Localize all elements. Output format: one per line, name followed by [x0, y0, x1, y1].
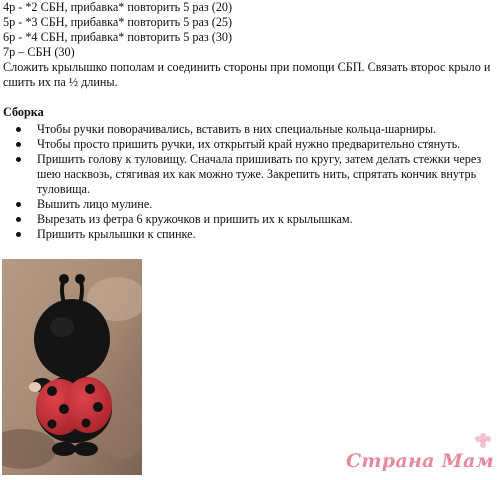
- assembly-list: [3, 122, 495, 242]
- list-item: Пришить крылышки к спинке.: [37, 227, 495, 242]
- pattern-row-7: 7р – СБН (30): [3, 45, 75, 59]
- bullet-icon: [16, 202, 21, 207]
- ladybug-photo: [2, 259, 142, 475]
- list-item: Чтобы ручки поворачивались, вставить в них специальные кольца-шарниры.: [37, 122, 495, 137]
- watermark-logo: Страна Мам: [345, 450, 494, 472]
- bullet-icon: [16, 157, 21, 162]
- bullet-icon: [16, 232, 21, 237]
- pattern-row-4: 4р - *2 СБН, прибавка* повторить 5 раз (20): [3, 0, 233, 14]
- list-item: Пришить голову к туловищу. Сначала пришивать по кругу, затем делать стежки через шею насквозь, стягивая их как можно туже. Закрепить нить, спрятать кончик внутрь туловища.: [37, 152, 495, 197]
- bullet-icon: [16, 217, 21, 222]
- pattern-row-6: 6р - *4 СБН, прибавка* повторить 5 раз (30): [3, 30, 233, 44]
- document: [3, 0, 495, 242]
- flower-icon: [472, 432, 494, 450]
- bullet-icon: [16, 127, 21, 132]
- wing-instruction: Сложить крылышко пополам и соединить стороны при помощи СБП. Связать второс крыло и сшить их па ½ длины.: [3, 60, 491, 89]
- pattern-row-5: 5р - *3 СБН, прибавка* повторить 5 раз (25): [3, 15, 233, 29]
- list-item: Вышить лицо мулине.: [37, 197, 495, 212]
- list-item: Вырезать из фетра 6 кружочков и пришить их к крылышкам.: [37, 212, 495, 227]
- assembly-heading: Сборка: [3, 105, 44, 119]
- bullet-icon: [16, 142, 21, 147]
- list-item: Чтобы просто пришить ручки, их открытый край нужно предварительно стянуть.: [37, 137, 495, 152]
